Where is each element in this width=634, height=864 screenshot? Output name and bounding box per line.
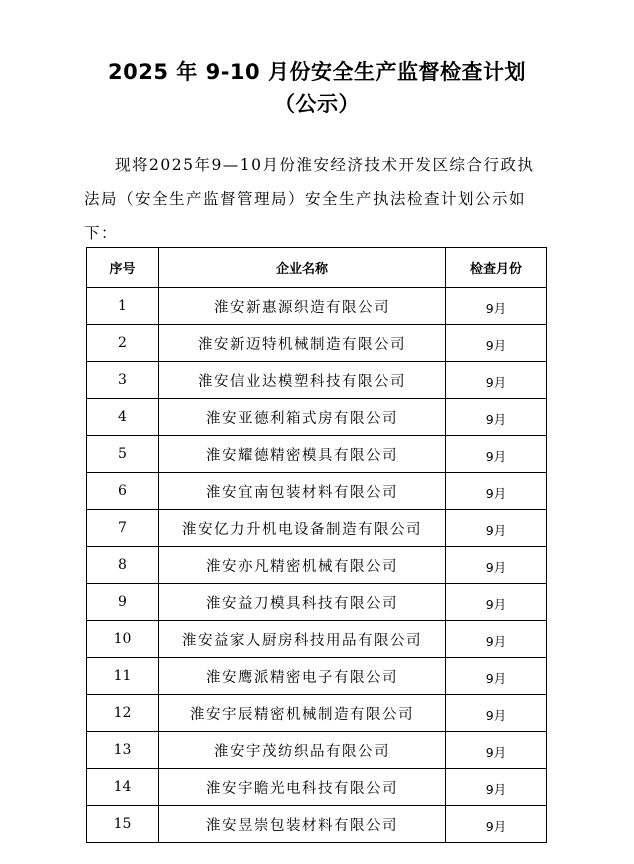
row-month: 9月 <box>446 436 547 473</box>
row-index: 6 <box>87 473 159 510</box>
row-month: 9月 <box>446 288 547 325</box>
row-month: 9月 <box>446 806 547 843</box>
intro-paragraph: 现将2025年9—10月份淮安经济技术开发区综合行政执法局（安全生产监督管理局）安全生产执法检查计划公示如下： <box>84 156 535 242</box>
row-month: 9月 <box>446 547 547 584</box>
row-index: 12 <box>87 695 159 732</box>
row-month: 9月 <box>446 584 547 621</box>
table-row <box>87 732 547 769</box>
row-index: 15 <box>87 806 159 843</box>
table-row <box>87 621 547 658</box>
row-company: 淮安益刀模具科技有限公司 <box>159 584 446 621</box>
table-row <box>87 362 547 399</box>
table-row <box>87 658 547 695</box>
row-month: 9月 <box>446 695 547 732</box>
table-row <box>87 769 547 806</box>
row-index: 10 <box>87 621 159 658</box>
header-month: 检查月份 <box>446 248 547 288</box>
table-header-row <box>87 248 547 288</box>
row-index: 5 <box>87 436 159 473</box>
header-index: 序号 <box>87 248 159 288</box>
row-month: 9月 <box>446 473 547 510</box>
row-company: 淮安新迈特机械制造有限公司 <box>159 325 446 362</box>
row-month: 9月 <box>446 510 547 547</box>
row-month: 9月 <box>446 325 547 362</box>
row-company: 淮安昱崇包装材料有限公司 <box>159 806 446 843</box>
row-company: 淮安耀德精密模具有限公司 <box>159 436 446 473</box>
row-company: 淮安宇茂纺织品有限公司 <box>159 732 446 769</box>
row-company: 淮安信业达模塑科技有限公司 <box>159 362 446 399</box>
row-index: 11 <box>87 658 159 695</box>
row-month: 9月 <box>446 399 547 436</box>
row-company: 淮安新惠源织造有限公司 <box>159 288 446 325</box>
table-row <box>87 510 547 547</box>
table-row <box>87 436 547 473</box>
row-company: 淮安宇辰精密机械制造有限公司 <box>159 695 446 732</box>
row-company: 淮安益家人厨房科技用品有限公司 <box>159 621 446 658</box>
table-row <box>87 584 547 621</box>
document-title: 2025 年 9-10 月份安全生产监督检查计划 <box>108 60 526 84</box>
row-company: 淮安亚德利箱式房有限公司 <box>159 399 446 436</box>
row-company: 淮安宇瞻光电科技有限公司 <box>159 769 446 806</box>
table-row <box>87 695 547 732</box>
row-index: 14 <box>87 769 159 806</box>
table-row <box>87 806 547 843</box>
table-row <box>87 325 547 362</box>
document-subtitle: （公示） <box>274 92 360 116</box>
row-month: 9月 <box>446 621 547 658</box>
table-row <box>87 288 547 325</box>
row-company: 淮安鹰派精密电子有限公司 <box>159 658 446 695</box>
row-month: 9月 <box>446 769 547 806</box>
table-row <box>87 473 547 510</box>
row-index: 3 <box>87 362 159 399</box>
row-index: 13 <box>87 732 159 769</box>
table-row <box>87 547 547 584</box>
inspection-plan-table <box>86 247 547 843</box>
row-company: 淮安宜南包装材料有限公司 <box>159 473 446 510</box>
row-company: 淮安亿力升机电设备制造有限公司 <box>159 510 446 547</box>
row-company: 淮安亦凡精密机械有限公司 <box>159 547 446 584</box>
row-index: 2 <box>87 325 159 362</box>
row-index: 8 <box>87 547 159 584</box>
row-month: 9月 <box>446 658 547 695</box>
header-company: 企业名称 <box>159 248 446 288</box>
row-month: 9月 <box>446 732 547 769</box>
row-index: 1 <box>87 288 159 325</box>
table-row <box>87 399 547 436</box>
row-month: 9月 <box>446 362 547 399</box>
row-index: 4 <box>87 399 159 436</box>
row-index: 9 <box>87 584 159 621</box>
row-index: 7 <box>87 510 159 547</box>
